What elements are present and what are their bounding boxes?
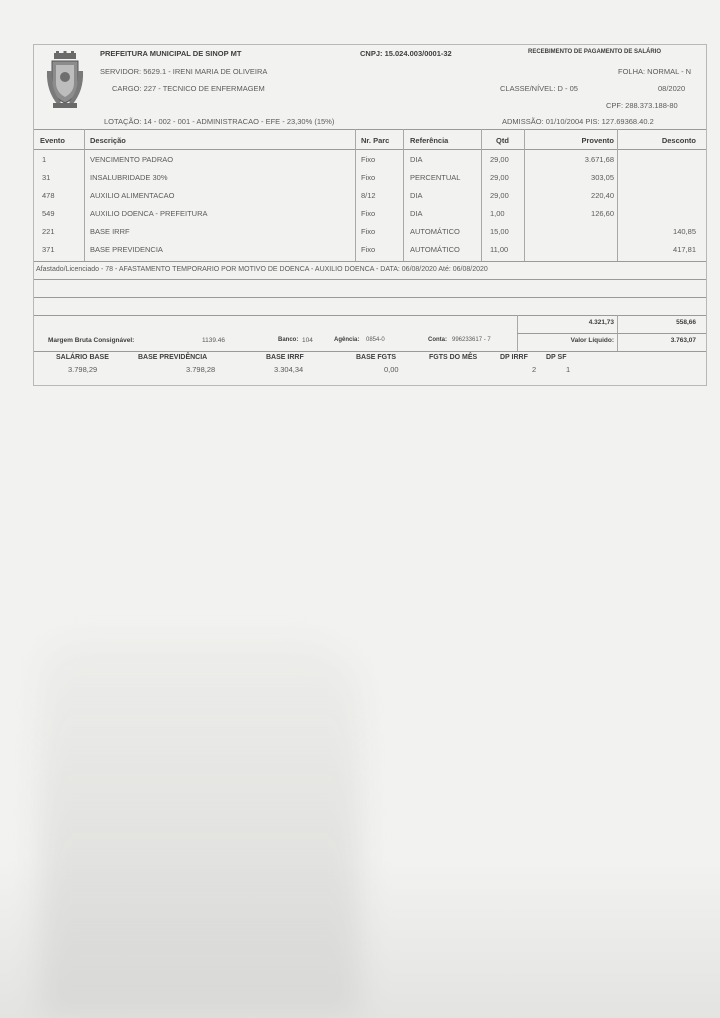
col-evento: Evento [40,136,66,145]
col-qtd: Qtd [496,136,509,145]
cnpj: CNPJ: 15.024.003/0001-32 [360,49,452,58]
admissao-pis: ADMISSÃO: 01/10/2004 PIS: 127.69368.40.2 [502,117,654,126]
document-title: RECEBIMENTO DE PAGAMENTO DE SALÁRIO [528,49,662,55]
agencia-value: 0854-0 [366,337,385,343]
banco-label: Banco: [278,337,299,343]
row-parc: Fixo [361,173,376,182]
row-descricao: AUXILIO ALIMENTACAO [90,191,175,200]
fgts-mes-label: FGTS DO MÊS [429,354,478,361]
banco-value: 104 [302,337,313,344]
row-qtd: 11,00 [490,245,509,254]
salario-base-label: SALÁRIO BASE [56,354,109,361]
margem-label: Margem Bruta Consignável: [48,337,135,344]
row-desconto: 140,85 [673,227,696,236]
row-parc: 8/12 [361,191,376,200]
row-qtd: 15,00 [490,227,509,236]
col-provento: Provento [581,136,614,145]
dp-irrf: 2 [532,365,537,374]
row-provento: 3.671,68 [584,155,614,164]
conta-label: Conta: [428,337,447,343]
total-descontos: 558,66 [676,319,696,326]
row-ref: DIA [410,155,423,164]
row-evento: 371 [42,245,55,254]
classe-nivel: CLASSE/NÍVEL: D - 05 [500,84,578,93]
row-ref: DIA [410,209,423,218]
base-irrf: 3.304,34 [274,365,304,374]
row-qtd: 1,00 [490,209,505,218]
base-prev: 3.798,28 [186,365,216,374]
total-proventos: 4.321,73 [588,319,614,326]
margem-value: 1139.46 [202,337,226,344]
row-ref: PERCENTUAL [410,173,461,182]
base-fgts-label: BASE FGTS [356,354,397,361]
row-provento: 126,60 [591,209,614,218]
dp-sf: 1 [566,365,571,374]
conta-value: 996233617 - 7 [452,337,491,343]
col-desconto: Desconto [661,136,696,145]
row-descricao: BASE IRRF [90,227,130,236]
payslip [33,44,707,386]
leave-note: Afastado/Licenciado - 78 - AFASTAMENTO TEMPORARIO POR MOTIVO DE DOENCA - AUXILIO DOENCA - DATA: 06/08/2020 Até: 06/08/2020 [36,266,488,273]
folha: FOLHA: NORMAL - N [618,67,692,76]
valor-liquido-label: Valor Líquido: [570,337,614,344]
row-ref: DIA [410,191,423,200]
row-parc: Fixo [361,227,376,236]
servidor: SERVIDOR: 5629.1 - IRENI MARIA DE OLIVEIRA [100,67,268,76]
row-descricao: INSALUBRIDADE 30% [90,173,168,182]
base-irrf-label: BASE IRRF [266,354,304,361]
row-provento: 303,05 [591,173,614,182]
row-ref: AUTOMÁTICO [410,245,460,254]
competencia: 08/2020 [658,84,686,93]
row-parc: Fixo [361,209,376,218]
row-parc: Fixo [361,155,376,164]
row-desconto: 417,81 [673,245,696,254]
dp-irrf-label: DP IRRF [500,354,528,361]
lotacao: LOTAÇÃO: 14 - 002 - 001 - ADMINISTRACAO - EFE - 23,30% (15%) [104,117,335,126]
municipal-crest-icon [46,51,84,111]
row-qtd: 29,00 [490,191,509,200]
col-parc: Nr. Parc [361,136,390,145]
row-evento: 221 [42,227,55,236]
row-descricao: BASE PREVIDENCIA [90,245,163,254]
row-provento: 220,40 [591,191,614,200]
cargo: CARGO: 227 - TECNICO DE ENFERMAGEM [112,84,265,93]
row-qtd: 29,00 [490,155,509,164]
valor-liquido: 3.763,07 [670,337,696,344]
org-name: PREFEITURA MUNICIPAL DE SINOP MT [100,49,242,58]
cpf: CPF: 288.373.188-80 [606,101,678,110]
col-descricao: Descrição [90,136,126,145]
agencia-label: Agência: [334,337,360,343]
row-qtd: 29,00 [490,173,509,182]
row-evento: 478 [42,191,55,200]
row-evento: 1 [42,155,47,164]
row-evento: 31 [42,173,51,182]
dp-sf-label: DP SF [546,354,567,361]
photo-shadow-bottom [0,860,720,1018]
row-descricao: VENCIMENTO PADRAO [90,155,174,164]
row-evento: 549 [42,209,55,218]
col-referencia: Referência [410,136,449,145]
row-ref: AUTOMÁTICO [410,227,460,236]
base-prev-label: BASE PREVIDÊNCIA [138,354,208,361]
row-parc: Fixo [361,245,376,254]
row-descricao: AUXILIO DOENCA - PREFEITURA [90,209,208,218]
salario-base: 3.798,29 [68,365,98,374]
base-fgts: 0,00 [384,365,399,374]
